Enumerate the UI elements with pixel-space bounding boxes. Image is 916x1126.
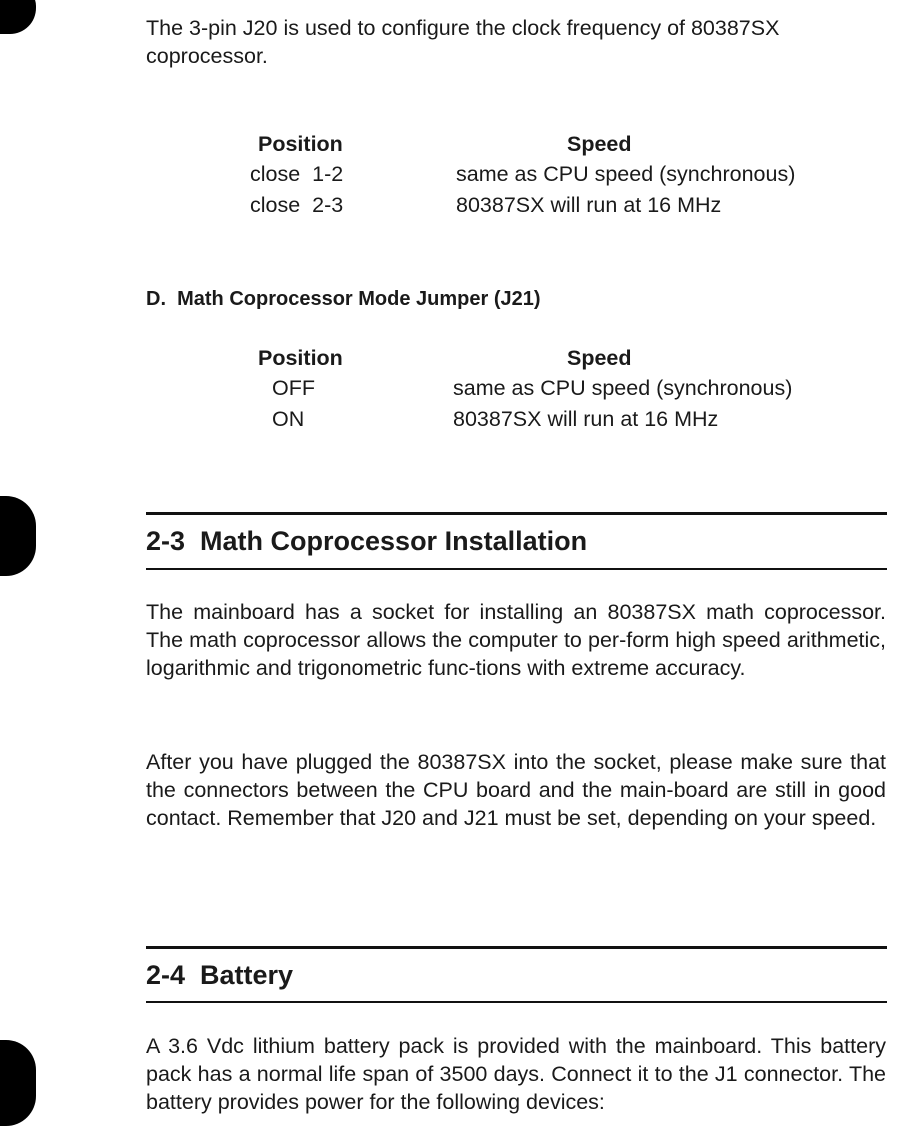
binder-hole-middle — [0, 496, 36, 576]
section-2-3-top-rule — [146, 512, 887, 515]
section-2-4-top-rule — [146, 946, 887, 949]
j20-header-speed: Speed — [567, 132, 632, 156]
j20-row-position: close 2-3 — [250, 193, 344, 217]
section-2-3-bottom-rule — [146, 568, 887, 570]
j21-header-position: Position — [258, 346, 343, 370]
j21-row-position: ON — [272, 407, 305, 431]
section-2-4-title: 2-4 Battery — [146, 960, 294, 990]
j21-row-speed: 80387SX will run at 16 MHz — [453, 407, 719, 431]
section-2-3-paragraph-1: The mainboard has a socket for installing an 80387SX math coprocessor. The math coprocessor allows the computer to per-form high speed arithmetic, logarithmic and trigonometric func-tions with extreme accuracy. — [146, 600, 886, 680]
intro-paragraph: The 3-pin J20 is used to configure the clock frequency of 80387SX coprocessor. — [146, 16, 780, 68]
j20-header-position: Position — [258, 132, 343, 156]
section-2-3-paragraph-2: After you have plugged the 80387SX into the socket, please make sure that the connectors between the CPU board and the main-board are still in good contact. Remember that J20 and J21 must be set, depending on your speed. — [146, 750, 886, 830]
j20-row-speed: same as CPU speed (synchronous) — [456, 162, 796, 186]
j20-row-speed: 80387SX will run at 16 MHz — [456, 193, 722, 217]
j21-header-speed: Speed — [567, 346, 632, 370]
section-2-4-bottom-rule — [146, 1001, 887, 1003]
binder-hole-top — [0, 0, 36, 34]
section-d-heading: D. Math Coprocessor Mode Jumper (J21) — [146, 288, 541, 310]
section-2-3-title: 2-3 Math Coprocessor Installation — [146, 526, 588, 556]
j21-row-speed: same as CPU speed (synchronous) — [453, 376, 793, 400]
binder-hole-bottom — [0, 1040, 36, 1126]
j20-row-position: close 1-2 — [250, 162, 344, 186]
section-2-4-paragraph-1: A 3.6 Vdc lithium battery pack is provided with the mainboard. This battery pack has a normal life span of 3500 days. Connect it to the J1 connector. The battery provides power for the following devices: — [146, 1034, 886, 1114]
j21-row-position: OFF — [272, 376, 315, 400]
